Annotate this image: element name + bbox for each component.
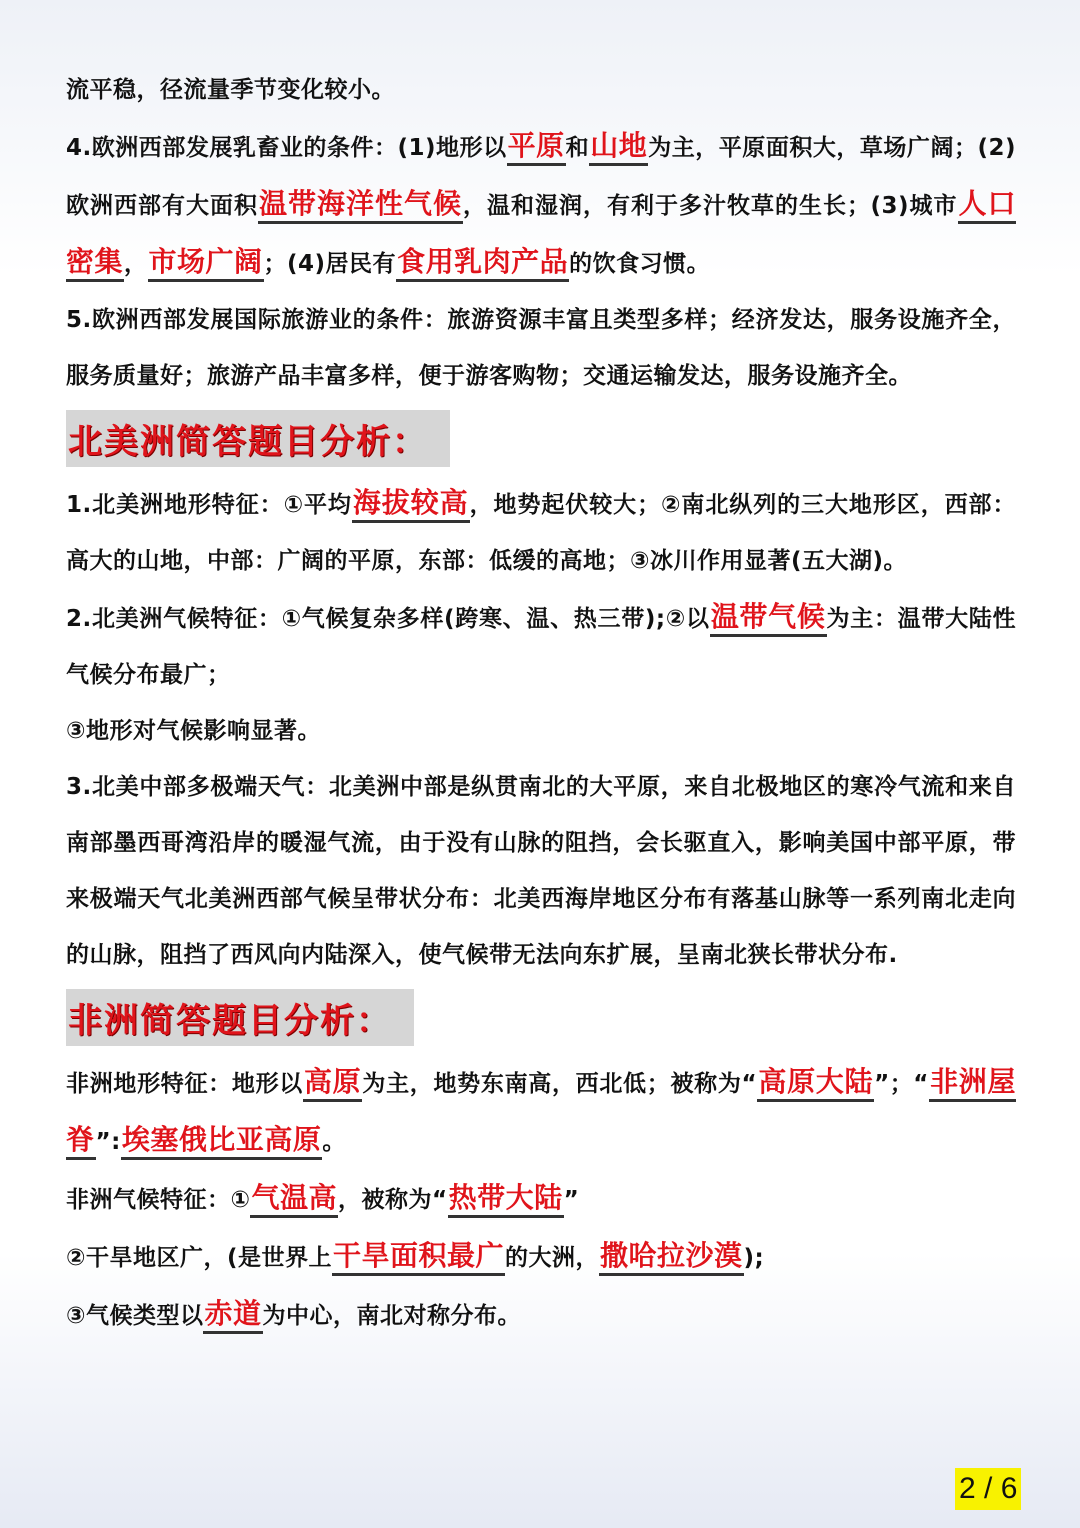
page-indicator: 2 / 6 xyxy=(955,1468,1021,1510)
keyword: 赤道 xyxy=(203,1297,262,1334)
item-africa-climate-symmetry: ③气候类型以赤道为中心，南北对称分布。 xyxy=(66,1286,1016,1344)
keyword: 平原 xyxy=(507,129,566,166)
item-africa-terrain: 非洲地形特征：地形以高原为主，地势东南高，西北低；被称为“高原大陆”；“非洲屋脊”:埃塞俄比亚高原。 xyxy=(66,1054,1016,1170)
keyword: 市场广阔 xyxy=(148,245,264,282)
keyword: 撒哈拉沙漠 xyxy=(599,1239,744,1276)
keyword: 热带大陆 xyxy=(448,1181,564,1218)
item-na-climate: 2.北美洲气候特征：①气候复杂多样(跨寒、温、热三带);②以温带气候为主：温带大陆性气候分布最广； xyxy=(66,600,1016,688)
keyword: 海拔较高 xyxy=(352,486,470,523)
item-dairy-conditions: 4.欧洲西部发展乳畜业的条件：(1)地形以平原和山地为主，平原面积大，草场广阔；(2)欧洲西部有大面积温带海洋性气候，温和湿润，有利于多汁牧草的生长；(3)城市人口密集，市场广阔；(4)居民有食用乳肉产品的饮食习惯。 xyxy=(66,118,1016,292)
keyword: 高原大陆 xyxy=(757,1065,874,1102)
keyword: 温带气候 xyxy=(710,600,827,637)
keyword: 气温高 xyxy=(250,1181,338,1218)
item-na-terrain: 1.北美洲地形特征：①平均海拔较高，地势起伏较大；②南北纵列的三大地形区，西部：高大的山地，中部：广阔的平原，东部：低缓的高地；③冰川作用显著(五大湖)。 xyxy=(66,486,1016,574)
item-africa-climate: 非洲气候特征：①气温高，被称为“热带大陆” xyxy=(66,1170,1016,1228)
item-na-extreme-weather: 3.北美中部多极端天气：北美洲中部是纵贯南北的大平原，来自北极地区的寒冷气流和来自南部墨西哥湾沿岸的暖湿气流，由于没有山脉的阻挡，会长驱直入，影响美国中部平原，带来极端天气北美洲西部气候呈带状分布：北美西海岸地区分布有落基山脉等一系列南北走向的山脉，阻挡了西风向内陆深入，使气候带无法向东扩展，呈南北狭长带状分布. xyxy=(66,774,1016,968)
item-tourism-conditions: 5.欧洲西部发展国际旅游业的条件：旅游资源丰富且类型多样；经济发达，服务设施齐全，服务质量好；旅游产品丰富多样，便于游客购物；交通运输发达，服务设施齐全。 xyxy=(66,307,1016,389)
item-africa-dry-areas: ②干旱地区广，(是世界上干旱面积最广的大洲，撒哈拉沙漠); xyxy=(66,1228,1016,1286)
keyword: 埃塞俄比亚高原 xyxy=(121,1123,323,1160)
document-page xyxy=(66,62,1016,1344)
keyword: 高原 xyxy=(303,1065,362,1102)
keyword: 非洲屋脊 xyxy=(66,1065,1016,1160)
item-na-climate-terrain: ③地形对气候影响显著。 xyxy=(66,718,321,744)
section-heading-africa: 非洲简答题目分析： xyxy=(66,989,414,1046)
keyword: 食用乳肉产品 xyxy=(396,245,569,282)
keyword: 干旱面积最广 xyxy=(332,1239,505,1276)
keyword: 温带海洋性气候 xyxy=(258,187,463,224)
keyword: 山地 xyxy=(589,129,648,166)
section-heading-north-america: 北美洲简答题目分析： xyxy=(66,410,450,467)
paragraph-runoff: 流平稳，径流量季节变化较小。 xyxy=(66,77,395,103)
keyword: 人口密集 xyxy=(66,187,1016,282)
